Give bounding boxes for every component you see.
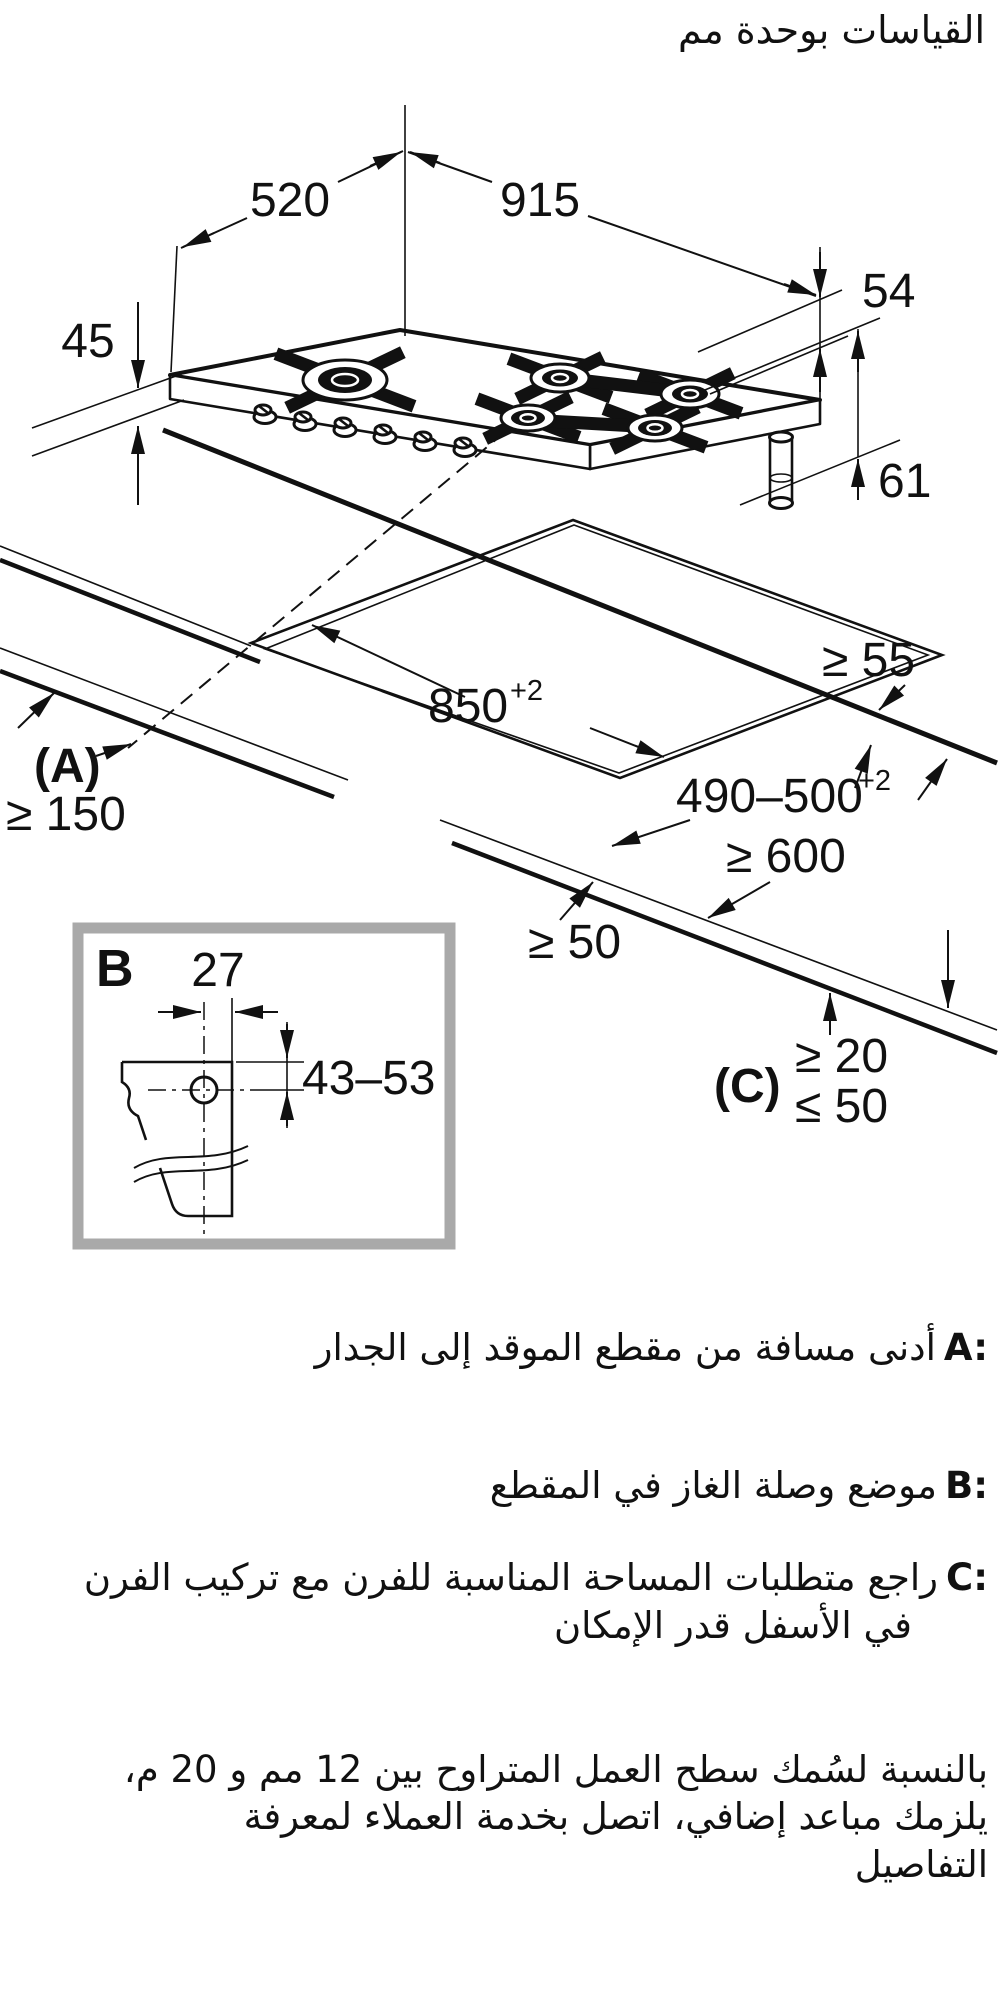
worktop-back-edge-bold	[0, 560, 260, 662]
note-c-line1	[28, 1554, 988, 1602]
dim-front-min-label: ≥ 600	[726, 830, 846, 883]
note-c-line2: في الأسفل قدر الإمكان	[554, 1604, 912, 1648]
gas-connection-detail-box	[78, 928, 450, 1244]
dim-850-label: 850	[428, 680, 509, 733]
dim-45-label: 45	[61, 315, 115, 368]
burner-front-left	[501, 405, 555, 431]
dim-915-label: 915	[499, 174, 581, 227]
note-a	[28, 1324, 988, 1372]
footer-line1: بالنسبة لسُمك سطح العمل المتراوح بين 12 مم و 20 م،	[123, 1748, 988, 1791]
dim-43-53-label: 43–53	[302, 1052, 436, 1105]
dim-27-label: 27	[191, 944, 245, 997]
dim-a-min-label: ≥ 150	[6, 788, 126, 841]
note-c	[28, 1554, 988, 1650]
note-b-text: موضع وصلة الغاز في المقطع	[489, 1464, 937, 1507]
dim-850-tolerance: +2	[510, 675, 544, 707]
footer-note	[28, 1746, 988, 1888]
burner-wok	[303, 360, 387, 400]
worktop-front-right-edge	[440, 820, 997, 1030]
burner-front-right	[628, 415, 682, 441]
footer-line2: يلزمك مباعد إضافي، اتصل بخدمة العملاء لمعرفة	[243, 1795, 988, 1839]
hob-isometric-drawing	[32, 105, 931, 509]
dim-c-max-label: ≤ 50	[795, 1080, 889, 1133]
page-title: القياسات بوحدة مم	[678, 8, 985, 52]
gas-pipe	[770, 432, 793, 509]
dim-490-500-label: 490–500	[676, 770, 863, 823]
dim-side-min-label: ≥ 50	[528, 916, 622, 969]
dim-c-label: (C)	[714, 1060, 781, 1113]
wall-line	[163, 430, 997, 763]
dim-54-label: 54	[862, 265, 916, 318]
note-b-label: B:	[945, 1464, 988, 1507]
note-c-text: راجع متطلبات المساحة المناسبة للفرن مع تركيب الفرن	[83, 1556, 939, 1599]
dim-a-label: (A)	[34, 740, 101, 793]
dim-61-label: 61	[878, 455, 932, 508]
dim-c-min-label: ≥ 20	[795, 1030, 889, 1083]
detail-box-label: B	[96, 940, 134, 998]
dim-rear-gap-label: ≥ 55	[822, 634, 916, 687]
footer-line3: التفاصيل	[854, 1842, 988, 1886]
note-a-label: A:	[943, 1326, 988, 1369]
note-a-text: أدنى مسافة من مقطع الموقد إلى الجدار	[314, 1326, 936, 1369]
dim-490-500-tolerance: +2	[858, 765, 892, 797]
worktop-back-edge	[0, 546, 251, 646]
note-c-label: C:	[946, 1556, 988, 1599]
burner-back-left	[531, 364, 589, 392]
note-b	[28, 1462, 988, 1510]
dim-520-label: 520	[249, 174, 331, 227]
